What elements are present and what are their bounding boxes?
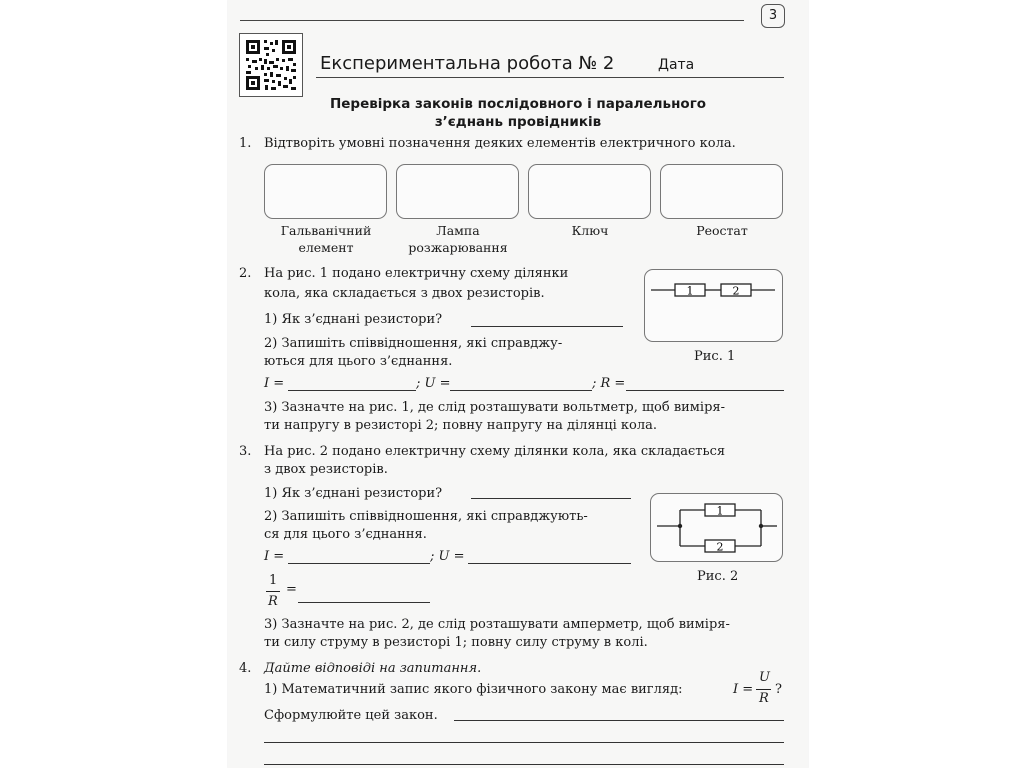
fig1-resistor-1-label: 1 (686, 284, 694, 298)
task2-r-answer-line[interactable] (626, 390, 784, 391)
task2-q3-line-2: ти напругу в резисторі 2; повну напругу на ділянці кола. (264, 418, 658, 433)
parallel-circuit-diagram (651, 494, 782, 561)
task2-u-label: ; U = (416, 376, 451, 391)
fig2-resistor-2-label: 2 (716, 540, 724, 554)
caption-cell: Гальванічний елемент (280, 223, 372, 255)
task2-line-2: кола, яка складається з двох резисторів. (264, 286, 545, 301)
task2-q2-line-2: ються для цього з’єднання. (264, 354, 453, 369)
task3-fraction-equals: = (286, 582, 297, 597)
figure-2-frame (650, 493, 783, 562)
subtitle-line-2: з’єднань провідників (434, 114, 602, 130)
fig2-resistor-1-label: 1 (716, 504, 724, 518)
task1-text: Відтворіть умовні позначення деяких елементів електричного кола. (264, 136, 736, 151)
figure-1-caption: Рис. 1 (694, 349, 736, 364)
symbol-box-cell[interactable] (264, 164, 387, 219)
task2-u-answer-line[interactable] (450, 390, 592, 391)
caption-rheostat: Реостат (696, 223, 748, 238)
task3-fraction-numerator: 1 (269, 573, 278, 588)
figure-2-caption: Рис. 2 (697, 569, 739, 584)
task3-q1-answer-line[interactable] (471, 498, 631, 499)
task4-heading: Дайте відповіді на запитання. (264, 661, 482, 676)
task4-answer-line-1[interactable] (454, 720, 784, 721)
date-label: Дата (658, 57, 695, 73)
task3-fraction-bar (266, 591, 280, 592)
task4-number: 4. (239, 661, 252, 676)
work-subtitle (248, 95, 788, 131)
task3-number: 3. (239, 444, 252, 459)
workbook-page (228, 0, 808, 768)
task2-i-label: I = (264, 376, 285, 391)
ohm-formula-question-mark: ? (775, 682, 782, 697)
task3-u-label: ; U = (430, 549, 465, 564)
task2-q2-line-1: 2) Запишіть співвідношення, які справджу- (264, 336, 563, 351)
symbol-box-lamp[interactable] (396, 164, 519, 219)
task3-q2-line-2: ся для цього з’єднання. (264, 527, 427, 542)
task3-i-answer-line[interactable] (288, 563, 430, 564)
task2-r-label: ; R = (592, 376, 626, 391)
task1-number: 1. (239, 136, 252, 151)
qr-code-icon (239, 33, 303, 97)
task4-formulate: Сформулюйте цей закон. (264, 708, 438, 723)
task3-q3-line-2: ти силу струму в резисторі 1; повну силу струму в колі. (264, 635, 648, 650)
page-title: Експериментальна робота № 2 (320, 53, 615, 74)
task3-line-1: На рис. 2 подано електричну схему ділянки кола, яка складається (264, 444, 726, 459)
task2-q1-answer-line[interactable] (471, 326, 623, 327)
task4-q1: 1) Математичний запис якого фізичного закону має вигляд: (264, 682, 683, 697)
series-circuit-diagram (645, 270, 782, 341)
symbol-box-rheostat[interactable] (660, 164, 783, 219)
header-rule (316, 77, 784, 78)
ohm-formula-denominator: R (759, 691, 769, 706)
task3-fraction-denominator: R (268, 594, 278, 609)
task3-u-answer-line[interactable] (468, 563, 631, 564)
page-number-badge: 3 (761, 4, 785, 28)
figure-1-frame (644, 269, 783, 342)
ohm-formula-numerator: U (759, 670, 770, 685)
symbol-box-switch[interactable] (528, 164, 651, 219)
caption-lamp: Лампа розжарювання (408, 223, 508, 255)
task3-q1: 1) Як з’єднані резистори? (264, 486, 443, 501)
task3-line-2: з двох резисторів. (264, 462, 388, 477)
task2-i-answer-line[interactable] (288, 390, 416, 391)
task2-q3-line-1: 3) Зазначте на рис. 1, де слід розташувати вольтметр, щоб виміря- (264, 400, 725, 415)
task3-i-label: I = (264, 549, 285, 564)
task2-line-1: На рис. 1 подано електричну схему ділянки (264, 266, 569, 281)
task3-q2-line-1: 2) Запишіть співвідношення, які справджують- (264, 509, 588, 524)
fig1-resistor-2-label: 2 (732, 284, 740, 298)
subtitle-line-1: Перевірка законів послідовного і паралельного (329, 96, 707, 112)
task3-fraction-answer-line[interactable] (298, 602, 430, 603)
task4-answer-line-2[interactable] (264, 742, 784, 743)
caption-switch: Ключ (571, 223, 609, 238)
task2-number: 2. (239, 266, 252, 281)
task2-q1: 1) Як з’єднані резистори? (264, 312, 443, 327)
top-rule (240, 20, 744, 21)
task3-q3-line-1: 3) Зазначте на рис. 2, де слід розташувати амперметр, щоб виміря- (264, 617, 730, 632)
task4-answer-line-3[interactable] (264, 764, 784, 765)
ohm-formula-lhs: I = (733, 682, 754, 697)
